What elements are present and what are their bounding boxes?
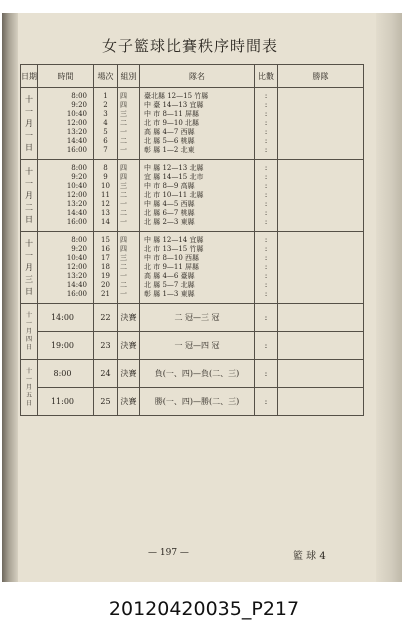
group-cell <box>118 88 140 160</box>
header-no: 場次 <box>94 65 118 88</box>
match-line: 北 市 9—10 北縣 <box>144 119 200 127</box>
date-char: 十 <box>25 311 32 319</box>
match-line: 中 縣 12—14 宜縣 <box>144 236 204 244</box>
date-char: 一 <box>25 319 32 327</box>
time-cell-line: 16:00 <box>66 218 87 226</box>
group-cell-line: 四 <box>120 101 127 109</box>
score-cell-line: : <box>264 92 268 100</box>
game-no-cell-line: 17 <box>101 254 110 262</box>
time-cell-line: 12:00 <box>66 119 87 127</box>
score-cell-line: : <box>264 110 268 118</box>
match-line: 中 市 8—10 西縣 <box>144 254 200 262</box>
date-char: 四 <box>25 335 32 343</box>
score-cell-line: : <box>264 137 268 145</box>
time-cell: 11:00 <box>38 388 94 416</box>
note-cell <box>278 88 364 160</box>
score-cell-line: : <box>264 245 268 253</box>
date-char: 三 <box>25 274 33 284</box>
score-cell-line: : <box>264 191 268 199</box>
time-cell-line: 10:40 <box>66 254 87 262</box>
game-no-cell-line: 11 <box>101 191 110 199</box>
match-cell: 一 冠—四 冠 <box>140 332 255 360</box>
date-char: 月 <box>25 383 32 391</box>
game-no-cell-line: 6 <box>103 137 108 145</box>
game-no-cell-line: 19 <box>101 272 110 280</box>
header-match: 隊名 <box>140 65 255 88</box>
group-cell-line: 二 <box>120 191 127 199</box>
time-cell-line: 10:40 <box>66 110 87 118</box>
game-no-cell-line: 7 <box>103 146 108 154</box>
match-line: 中 縣 12—13 北縣 <box>144 164 204 172</box>
game-no-cell-line: 9 <box>103 173 108 181</box>
game-no-cell <box>94 160 118 232</box>
match-line: 臺北縣 12—15 竹縣 <box>144 92 209 100</box>
date-char: 日 <box>25 214 33 224</box>
schedule-table <box>20 64 364 416</box>
date-cell <box>21 88 38 160</box>
time-cell-line: 13:20 <box>66 272 87 280</box>
date-char: 二 <box>25 202 33 212</box>
time-cell-line: 13:20 <box>66 200 87 208</box>
time-cell: 14:00 <box>38 304 94 332</box>
score-cell-line: : <box>264 254 268 262</box>
group-cell-line: 四 <box>120 164 127 172</box>
score-cell-line: : <box>264 290 268 298</box>
match-cell: 負(一、四)—負(二、三) <box>140 360 255 388</box>
time-cell-line: 14:40 <box>66 209 87 217</box>
time-cell-line: 8:00 <box>71 164 87 172</box>
time-cell <box>38 232 94 304</box>
time-cell-line: 9:20 <box>71 245 87 253</box>
score-cell-line: : <box>264 128 268 136</box>
table-row <box>21 160 364 232</box>
game-no-cell-line: 14 <box>101 218 110 226</box>
group-cell: 決賽 <box>118 388 140 416</box>
game-no-cell-line: 18 <box>101 263 110 271</box>
table-row <box>21 332 364 360</box>
group-cell-line: 二 <box>120 209 127 217</box>
page-edge <box>376 13 402 582</box>
group-cell <box>118 232 140 304</box>
group-cell: 決賽 <box>118 360 140 388</box>
time-cell <box>38 160 94 232</box>
score-cell-line: : <box>264 281 268 289</box>
group-cell-line: 三 <box>120 182 127 190</box>
match-cell <box>140 88 255 160</box>
score-cell-line: : <box>264 173 268 181</box>
table-row <box>21 304 364 332</box>
date-char: 日 <box>25 343 32 351</box>
match-line: 北 縣 5—6 桃縣 <box>144 137 195 145</box>
match-line: 彰 縣 1—3 東縣 <box>144 290 195 298</box>
group-cell-line: 一 <box>120 200 127 208</box>
game-no-cell-line: 21 <box>101 290 110 298</box>
header-row <box>21 65 364 88</box>
score-cell-line: : <box>264 272 268 280</box>
date-char: 日 <box>25 142 33 152</box>
score-cell-line: : <box>264 182 268 190</box>
score-cell-line: : <box>264 218 268 226</box>
time-cell <box>38 88 94 160</box>
table-row <box>21 232 364 304</box>
group-cell-line: 一 <box>120 272 127 280</box>
header-time: 時間 <box>38 65 94 88</box>
section-label: 籃 球 4 <box>293 551 326 562</box>
match-line: 北 市 10—11 北縣 <box>144 191 204 199</box>
time-cell-line: 16:00 <box>66 146 87 154</box>
game-no-cell-line: 4 <box>103 119 108 127</box>
header-score: 比數 <box>255 65 278 88</box>
game-no-cell-line: 1 <box>103 92 108 100</box>
table-row <box>21 88 364 160</box>
date-char: 月 <box>25 190 33 200</box>
score-cell-line: : <box>264 164 268 172</box>
game-no-cell-line: 8 <box>103 164 108 172</box>
score-cell <box>255 232 278 304</box>
match-line: 北 市 13—15 竹縣 <box>144 245 204 253</box>
group-cell-line: 二 <box>120 137 127 145</box>
game-no-cell: 24 <box>94 360 118 388</box>
date-cell <box>21 232 38 304</box>
note-cell <box>278 304 364 332</box>
match-line: 彰 縣 1—2 北東 <box>144 146 195 154</box>
date-char: 一 <box>25 106 33 116</box>
date-char: 一 <box>25 178 33 188</box>
group-cell: 決賽 <box>118 304 140 332</box>
match-cell: 勝(一、四)—勝(二、三) <box>140 388 255 416</box>
page-gutter <box>2 13 18 582</box>
date-cell <box>21 160 38 232</box>
date-char: 五 <box>25 391 32 399</box>
game-no-cell: 23 <box>94 332 118 360</box>
group-cell-line: 二 <box>120 281 127 289</box>
game-no-cell <box>94 232 118 304</box>
time-cell-line: 14:40 <box>66 281 87 289</box>
group-cell-line: 一 <box>120 218 127 226</box>
score-cell: : <box>255 332 278 360</box>
score-cell-line: : <box>264 119 268 127</box>
date-char: 一 <box>25 250 33 260</box>
time-cell-line: 8:00 <box>71 236 87 244</box>
game-no-cell: 22 <box>94 304 118 332</box>
time-cell: 19:00 <box>38 332 94 360</box>
game-no-cell-line: 15 <box>101 236 110 244</box>
score-cell-line: : <box>264 146 268 154</box>
score-cell <box>255 160 278 232</box>
time-cell-line: 9:20 <box>71 101 87 109</box>
date-char: 日 <box>25 399 32 407</box>
group-cell: 決賽 <box>118 332 140 360</box>
group-cell-line: 四 <box>120 236 127 244</box>
date-char: 一 <box>25 375 32 383</box>
group-cell-line: 三 <box>120 254 127 262</box>
time-cell-line: 16:00 <box>66 290 87 298</box>
header-group: 組別 <box>118 65 140 88</box>
match-cell: 二 冠—三 冠 <box>140 304 255 332</box>
score-cell-line: : <box>264 209 268 217</box>
match-cell <box>140 232 255 304</box>
date-char: 一 <box>25 130 33 140</box>
match-line: 宜 縣 14—15 北市 <box>144 173 204 181</box>
table-row <box>21 388 364 416</box>
table-row <box>21 360 364 388</box>
match-line: 中 縣 4—5 西縣 <box>144 200 195 208</box>
score-cell <box>255 88 278 160</box>
note-cell <box>278 388 364 416</box>
time-cell-line: 13:20 <box>66 128 87 136</box>
score-cell-line: : <box>264 236 268 244</box>
game-no-cell: 25 <box>94 388 118 416</box>
game-no-cell-line: 20 <box>101 281 110 289</box>
page-number: — 197 — <box>148 548 189 558</box>
time-cell-line: 8:00 <box>71 92 87 100</box>
match-line: 北 縣 5—7 北縣 <box>144 281 195 289</box>
date-char: 月 <box>25 118 33 128</box>
date-char: 十 <box>25 166 33 176</box>
date-char: 月 <box>25 327 32 335</box>
time-cell-line: 12:00 <box>66 191 87 199</box>
time-cell-line: 9:20 <box>71 173 87 181</box>
game-no-cell-line: 12 <box>101 200 110 208</box>
group-cell-line: 一 <box>120 290 127 298</box>
group-cell-line: 二 <box>120 119 127 127</box>
group-cell-line: 三 <box>120 110 127 118</box>
date-char: 十 <box>25 94 33 104</box>
score-cell: : <box>255 388 278 416</box>
match-line: 高 縣 4—6 臺縣 <box>144 272 195 280</box>
date-cell <box>21 360 38 416</box>
image-caption: 20120420035_P217 <box>108 598 300 620</box>
game-no-cell-line: 2 <box>103 101 108 109</box>
page-title: 女子籃球比賽秩序時間表 <box>101 37 278 55</box>
game-no-cell-line: 16 <box>101 245 110 253</box>
game-no-cell-line: 13 <box>101 209 110 217</box>
note-cell <box>278 232 364 304</box>
score-cell: : <box>255 304 278 332</box>
match-line: 北 市 9—11 屏縣 <box>144 263 200 271</box>
time-cell-line: 10:40 <box>66 182 87 190</box>
score-cell-line: : <box>264 101 268 109</box>
date-char: 日 <box>25 286 33 296</box>
match-line: 中 臺 14—13 宜縣 <box>144 101 204 109</box>
score-cell-line: : <box>264 263 268 271</box>
match-line: 中 市 8—11 屏縣 <box>144 110 200 118</box>
date-char: 月 <box>25 262 33 272</box>
match-line: 北 縣 2—3 東縣 <box>144 218 195 226</box>
date-char: 十 <box>25 238 33 248</box>
note-cell <box>278 160 364 232</box>
group-cell-line: 四 <box>120 173 127 181</box>
game-no-cell-line: 3 <box>103 110 108 118</box>
game-no-cell <box>94 88 118 160</box>
group-cell-line: 一 <box>120 146 127 154</box>
time-cell: 8:00 <box>38 360 94 388</box>
time-cell-line: 14:40 <box>66 137 87 145</box>
note-cell <box>278 332 364 360</box>
date-cell <box>21 304 38 360</box>
header-date: 日期 <box>21 65 38 88</box>
game-no-cell-line: 10 <box>101 182 110 190</box>
time-cell-line: 12:00 <box>66 263 87 271</box>
game-no-cell-line: 5 <box>103 128 108 136</box>
match-cell <box>140 160 255 232</box>
group-cell-line: 四 <box>120 92 127 100</box>
match-line: 高 縣 4—7 西縣 <box>144 128 195 136</box>
date-char: 十 <box>25 367 32 375</box>
match-line: 北 縣 6—7 桃縣 <box>144 209 195 217</box>
score-cell-line: : <box>264 200 268 208</box>
group-cell-line: 四 <box>120 245 127 253</box>
match-line: 中 市 8—9 高縣 <box>144 182 195 190</box>
group-cell <box>118 160 140 232</box>
score-cell: : <box>255 360 278 388</box>
header-note: 勝隊 <box>278 65 364 88</box>
group-cell-line: 二 <box>120 263 127 271</box>
group-cell-line: 一 <box>120 128 127 136</box>
note-cell <box>278 360 364 388</box>
